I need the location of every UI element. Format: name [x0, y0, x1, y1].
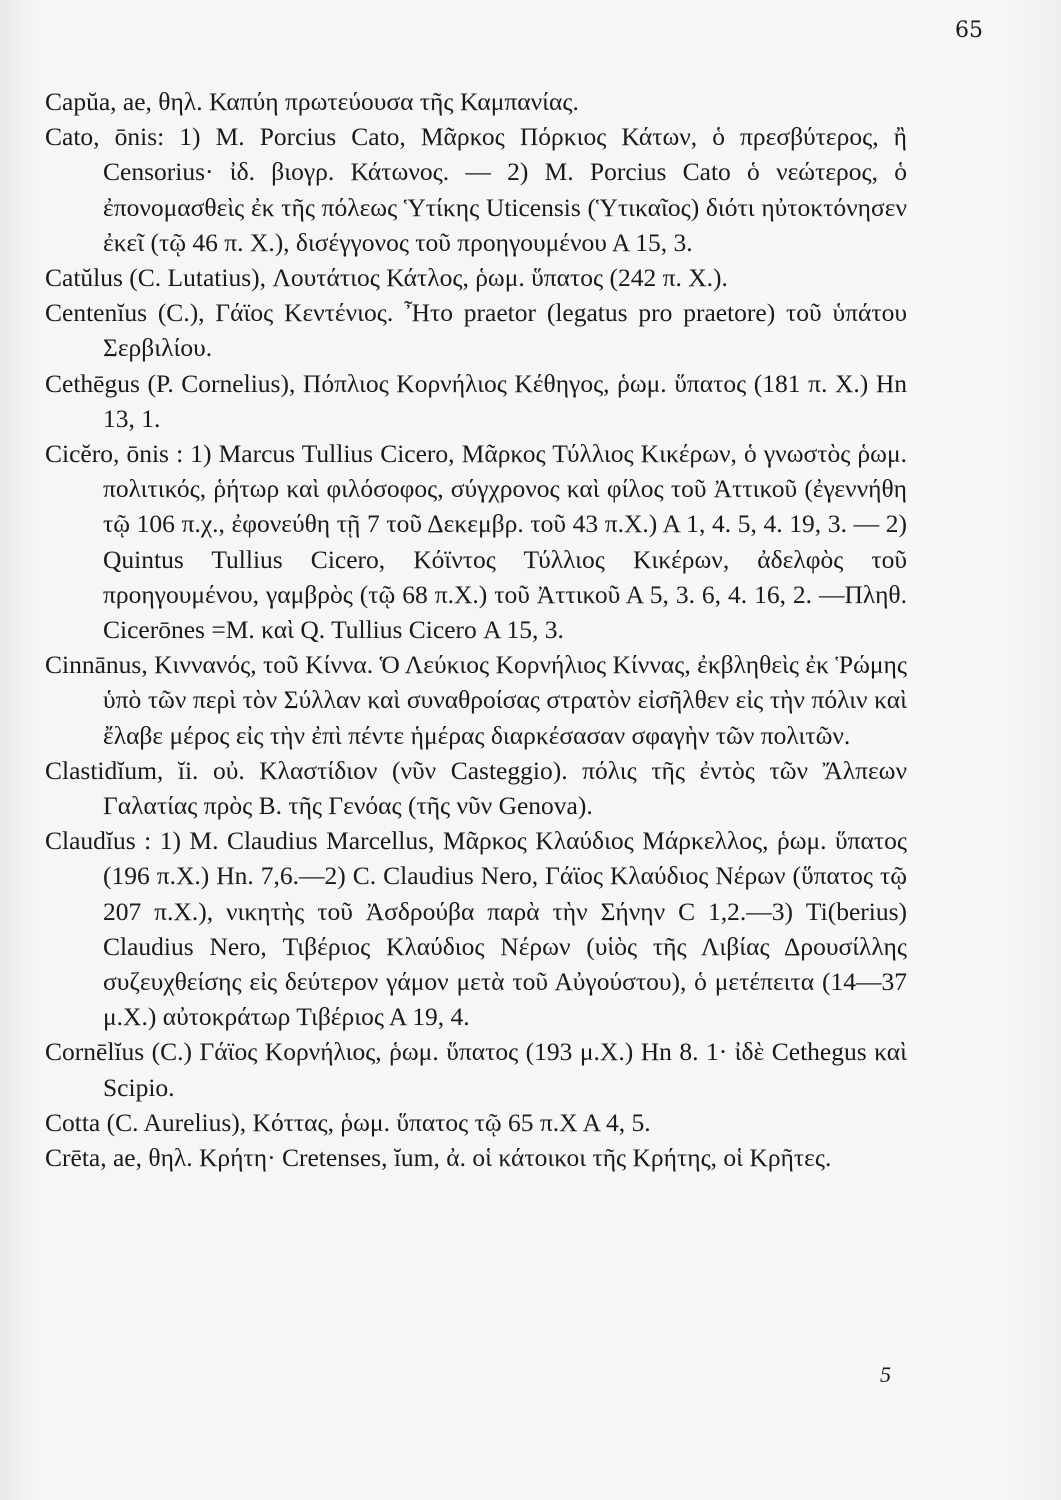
- entry-cicero: Cicĕro, ōnis : 1) Marcus Tullius Cicero, Μᾶρκος Τύλλιος Κικέρων, ὁ γνωστὸς ῥωμ. πολιτικός, ῥήτωρ καὶ φιλόσοφος, σύγχρονος καὶ φίλος τοῦ Ἀττικοῦ (ἐγεννήθη τῷ 106 π.χ., ἐφονεύθη τῇ 7 τοῦ Δεκεμβρ. τοῦ 43 π.Χ.) Α 1, 4. 5, 4. 19, 3. — 2) Quintus Tullius Cicero, Κόϊντος Τύλλιος Κικέρων, ἀδελφὸς τοῦ προηγουμένου, γαμβρὸς (τῷ 68 π.Χ.) τοῦ Ἀττικοῦ Α 5, 3. 6, 4. 16, 2. —Πληθ. Cicerōnes =M. καὶ Q. Tullius Cicero Α 15, 3.: [45, 439, 907, 645]
- entry-clastidium: Clastidĭum, ĭi. οὐ. Κλαστίδιον (νῦν Casteggio). πόλις τῆς ἐντὸς τῶν Ἄλπεων Γαλατίας πρὸς Β. τῆς Γενόας (τῆς νῦν Genova).: [45, 755, 907, 821]
- entry-catulus: Catŭlus (C. Lutatius), Λουτάτιος Κάτλος, ῥωμ. ὕπατος (242 π. Χ.).: [45, 263, 728, 293]
- entry-cethegus: Cethēgus (P. Cornelius), Πόπλιος Κορνήλιος Κέθηγος, ῥωμ. ὕπατος (181 π. Χ.) Ηn 13, 1.: [45, 368, 907, 433]
- signature-mark: 5: [880, 1362, 891, 1387]
- entry-cinnanus: Cinnānus, Κιννανός, τοῦ Κίννα. Ὁ Λεύκιος Κορνήλιος Κίννας, ἐκβληθεὶς ἐκ Ῥώμης ὑπὸ τῶν περὶ τὸν Σύλλαν καὶ συναθροίσας στρατὸν εἰσῆλθεν εἰς τὴν πόλιν καὶ ἔλαβε μέρος εἰς τὴν ἐπὶ πέντε ἡμέρας διαρκέσασαν σφαγὴν τῶν πολιτῶν.: [45, 650, 907, 750]
- entry-capua: Capŭa, ae, θηλ. Καπύη πρωτεύουσα τῆς Καμπανίας.: [45, 87, 579, 116]
- entry-claudius: Claudĭus : 1) M. Claudius Marcellus, Μᾶρκος Κλαύδιος Μάρκελλος, ῥωμ. ὕπατος (196 π.Χ.) Ηn. 7,6.—2) C. Claudius Nero, Γάϊος Κλαύδιος Νέρων (ὕπατος τῷ 207 π.Χ.), νικητὴς τοῦ Ἀσδρούβα παρὰ τὴν Σήνην C 1,2.—3) Ti(berius) Claudius Nero, Τιβέριος Κλαύδιος Νέρων (υἱὸς τῆς Λιβίας Δρουσίλλης συζευχθείσης εἰς δεύτερον γάμον μετὰ τοῦ Αὐγούστου), ὁ μετέπειτα (14—37 μ.Χ.) αὐτοκράτωρ Τιβέριος Α 19, 4.: [45, 826, 907, 1032]
- entry-creta: Crēta, ae, θηλ. Κρήτη· Cretenses, ĭum, ἀ. οἱ κάτοικοι τῆς Κρήτης, οἱ Κρῆτες.: [45, 1143, 832, 1173]
- entry-centenius: Centenĭus (C.), Γάϊος Κεντένιος. Ἦτο praetor (legatus pro praetore) τοῦ ὑπάτου Σερβιλίου.: [45, 298, 907, 363]
- entry-cato: Cato, ōnis: 1) M. Porcius Cato, Μᾶρκος Πόρκιος Κάτων, ὁ πρεσβύτερος, ἢ Censorius· ἰδ. βιογρ. Κάτωνος. — 2) M. Porcius Cato ὁ νεώτερος, ὁ ἐπονομασθεὶς ἐκ τῆς πόλεως Ὑτίκης Uticensis (Ὑτικαῖος) διότι ηὐτοκτόνησεν ἐκεῖ (τῷ 46 π. Χ.), δισέγγονος τοῦ προηγουμένου Α 15, 3.: [45, 122, 907, 257]
- entry-cornelius: Cornēlĭus (C.) Γάϊος Κορνήλιος, ῥωμ. ὕπατος (193 μ.Χ.) Ηn 8. 1· ἰδὲ Cethegus καὶ Scipio.: [45, 1037, 907, 1102]
- entry-cotta: Cotta (C. Aurelius), Κόττας, ῥωμ. ὕπατος τῷ 65 π.Χ Α 4, 5.: [45, 1107, 651, 1137]
- page-number: 65: [955, 18, 983, 43]
- glossary-entries: [45, 84, 907, 1175]
